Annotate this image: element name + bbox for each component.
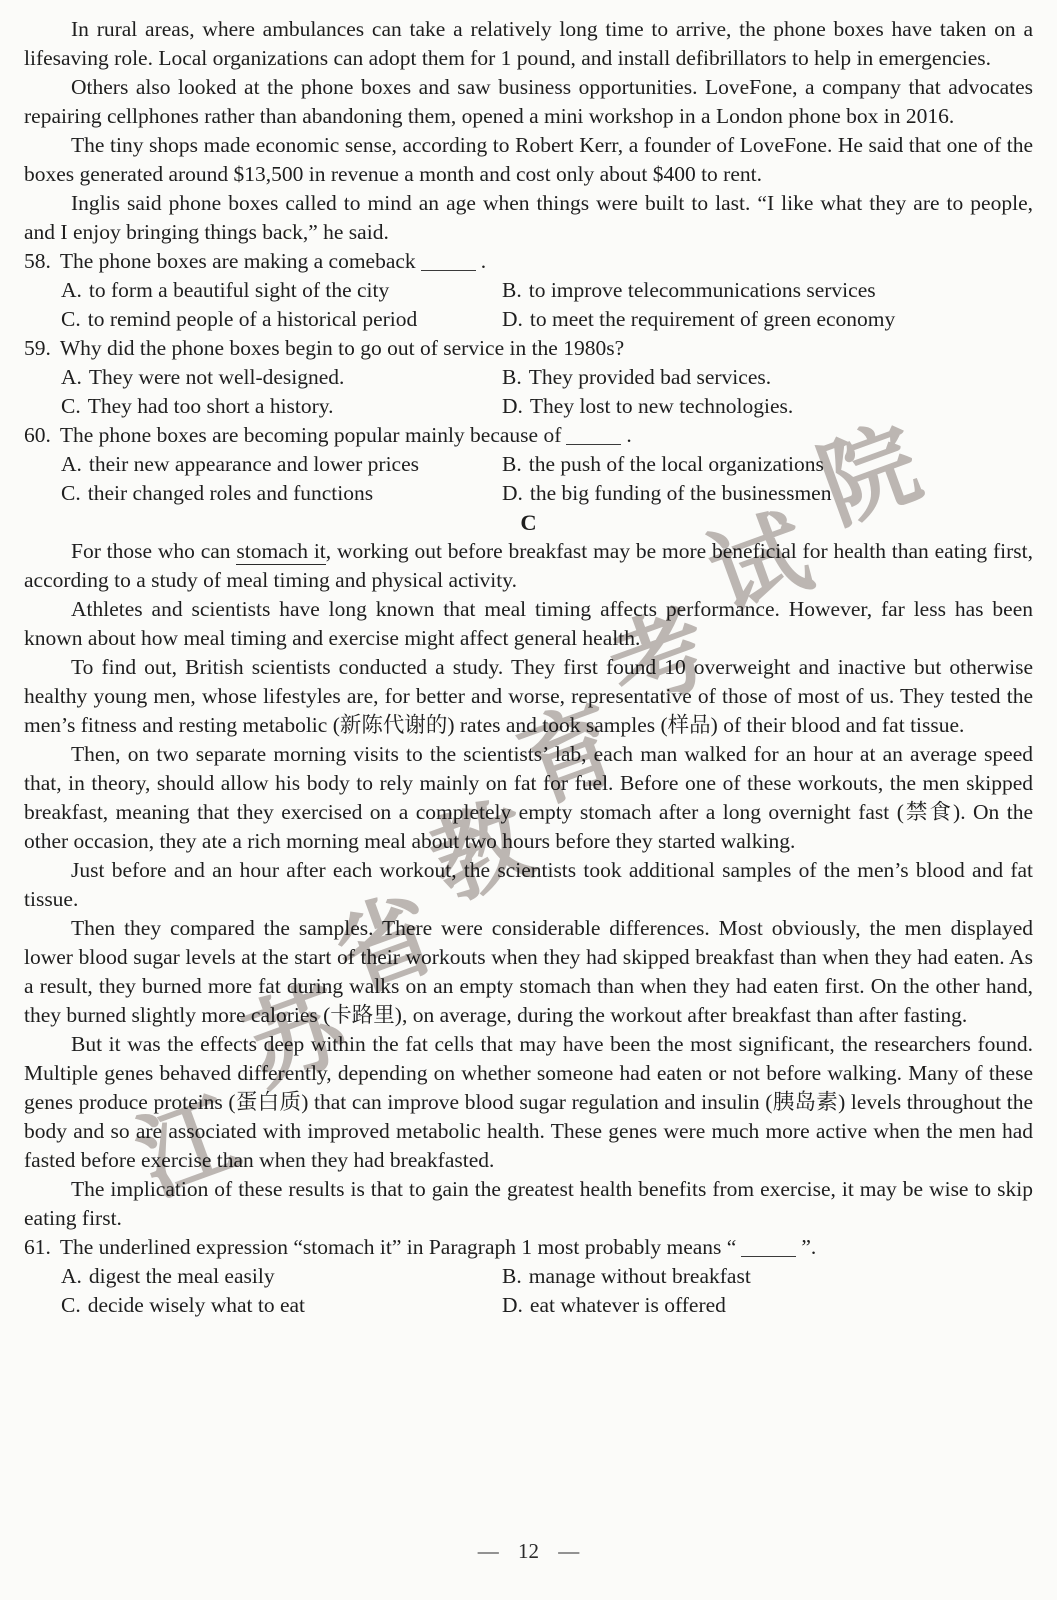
question-number: 60. xyxy=(24,423,51,447)
option-text: They were not well-designed. xyxy=(88,365,345,389)
option-text: their new appearance and lower prices xyxy=(88,452,419,476)
answer-blank xyxy=(566,426,621,445)
option-61-A xyxy=(61,1262,502,1291)
passage-c-paragraph-6: Then they compared the samples. There were considerable differences. Most obviously, the men displayed lower blood sugar levels at the start of their workouts when they had skipped breakfast than when they had eaten. As a result, they burned more fat during walks on an empty stomach than when they had eaten first. On the other hand, they burned slightly more calories (卡路里), on average, during the workout after breakfast than after fasting. xyxy=(24,916,1033,1027)
question-text: The phone boxes are making a comeback xyxy=(59,249,416,273)
question-61-stem xyxy=(24,1233,1033,1262)
option-59-B xyxy=(502,363,1033,392)
question-text-end: . xyxy=(626,423,632,447)
passage-b-paragraph-1: In rural areas, where ambulances can take a relatively long time to arrive, the phone boxes have taken on a lifesaving role. Local organizations can adopt them for 1 pound, and install defibrillators to help in emergencies. xyxy=(24,17,1033,70)
watermark-char: 育 xyxy=(506,688,634,823)
option-label: A. xyxy=(61,365,82,389)
passage-c-paragraph-8: The implication of these results is that to gain the greatest health benefits from exercise, it may be wise to skip eating first. xyxy=(24,1177,1033,1230)
option-60-D xyxy=(502,479,1033,508)
option-59-C xyxy=(61,392,502,421)
question-58-stem xyxy=(24,247,1033,276)
watermark-char: 江 xyxy=(124,1080,252,1215)
passage-b-paragraph-4: Inglis said phone boxes called to mind an age when things were built to last. “I like what they are to people, and I enjoy bringing things back,” he said. xyxy=(24,191,1033,244)
question-text-end: . xyxy=(480,249,487,273)
section-c-heading: C xyxy=(520,510,537,535)
watermark-char: 教 xyxy=(417,785,545,920)
passage-c-paragraph-3: To find out, British scientists conducted a study. They first found 10 overweight and inactive but otherwise healthy young men, whose lifestyles are, for better and worse, representative of those of most of us. They tested the men’s fitness and resting metabolic (新陈代谢的) rates and took samples (样品) of their blood and fat tissue. xyxy=(24,655,1033,737)
watermark-char: 院 xyxy=(806,408,934,543)
question-60 xyxy=(24,421,1033,508)
option-58-C xyxy=(61,305,502,334)
option-58-D xyxy=(502,305,1033,334)
paragraph-text: For those who can xyxy=(71,539,237,563)
page-number: — 12 — xyxy=(477,1539,580,1563)
page-footer xyxy=(0,1539,1057,1564)
option-text: decide wisely what to eat xyxy=(87,1293,306,1317)
passage-c-paragraph-4: Then, on two separate morning visits to the scientists’ lab, each man walked for an hour at an average speed that, in theory, should allow his body to rely mainly on fat for fuel. Before one of these workouts, the men skipped breakfast, meaning that they exercised on a completely empty stomach after a long overnight fast (禁食). On the other occasion, they ate a rich morning meal about two hours before they started walking. xyxy=(24,742,1033,853)
option-59-D xyxy=(502,392,1033,421)
passage-b-paragraph-2: Others also looked at the phone boxes and saw business opportunities. LoveFone, a company that advocates repairing cellphones rather than abandoning them, opened a mini workshop in a London phone box in 2016. xyxy=(24,75,1033,128)
passage-b-paragraph-3: The tiny shops made economic sense, according to Robert Kerr, a founder of LoveFone. He said that one of the boxes generated around $13,500 in revenue a month and cost only about $400 to rent. xyxy=(24,133,1033,186)
option-label: C. xyxy=(61,1293,81,1317)
option-text: to meet the requirement of green economy xyxy=(529,307,896,331)
option-label: B. xyxy=(502,452,522,476)
option-text: eat whatever is offered xyxy=(529,1293,726,1317)
passage-c-paragraph-2: Athletes and scientists have long known that meal timing affects performance. However, far less has been known about how meal timing and exercise might affect general health. xyxy=(24,597,1033,650)
option-61-D xyxy=(502,1291,1033,1320)
option-label: D. xyxy=(502,481,523,505)
option-60-B xyxy=(502,450,1033,479)
option-text: They had too short a history. xyxy=(87,394,334,418)
option-text: to form a beautiful sight of the city xyxy=(88,278,390,302)
option-61-B xyxy=(502,1262,1033,1291)
question-60-options xyxy=(24,450,1033,508)
option-label: C. xyxy=(61,307,81,331)
option-text: manage without breakfast xyxy=(528,1264,751,1288)
option-text: to improve telecommunications services xyxy=(528,278,876,302)
question-text: The phone boxes are becoming popular mainly because of xyxy=(59,423,562,447)
option-text: the big funding of the businessmen xyxy=(529,481,832,505)
option-label: D. xyxy=(502,1293,523,1317)
answer-blank xyxy=(741,1238,796,1257)
watermark-char: 考 xyxy=(596,592,724,727)
option-label: C. xyxy=(61,394,81,418)
question-60-stem xyxy=(24,421,1033,450)
option-label: A. xyxy=(61,452,82,476)
passage-c-paragraph-5: Just before and an hour after each workout, the scientists took additional samples of the men’s blood and fat tissue. xyxy=(24,858,1033,911)
passage-c-paragraph-7: But it was the effects deep within the fat cells that may have been the most significant, the researchers found. Multiple genes behaved differently, depending on whether someone had eaten or not before walking. Many of these genes produce proteins (蛋白质) that can improve blood sugar regulation and insulin (胰岛素) levels throughout the body and so are associated with improved metabolic health. These genes were much more active when the men had fasted before exercise than when they had breakfasted. xyxy=(24,1032,1033,1172)
option-text: the push of the local organizations xyxy=(528,452,824,476)
option-text: their changed roles and functions xyxy=(87,481,374,505)
option-label: D. xyxy=(502,394,523,418)
answer-blank xyxy=(421,252,476,271)
question-59-stem xyxy=(24,334,1033,363)
option-label: A. xyxy=(61,1264,82,1288)
option-text: to remind people of a historical period xyxy=(87,307,418,331)
question-59-options xyxy=(24,363,1033,421)
watermark-char: 苏 xyxy=(232,970,360,1105)
question-58 xyxy=(24,247,1033,334)
watermark-char: 省 xyxy=(322,878,450,1013)
passage-c-paragraph-1 xyxy=(24,537,1033,595)
option-label: B. xyxy=(502,365,522,389)
option-label: B. xyxy=(502,1264,522,1288)
question-number: 59. xyxy=(24,336,51,360)
option-label: C. xyxy=(61,481,81,505)
question-61-options xyxy=(24,1262,1033,1320)
watermark-char: 试 xyxy=(696,497,824,632)
option-text: digest the meal easily xyxy=(88,1264,275,1288)
question-59 xyxy=(24,334,1033,421)
option-61-C xyxy=(61,1291,502,1320)
question-58-options xyxy=(24,276,1033,334)
question-61 xyxy=(24,1233,1033,1320)
option-text: They lost to new technologies. xyxy=(529,394,794,418)
question-number: 61. xyxy=(24,1235,51,1259)
paragraph-text: , working out before breakfast may be more beneficial for health than eating first, according to a study of meal timing and physical activity. xyxy=(24,539,1033,592)
question-number: 58. xyxy=(24,249,51,273)
option-label: A. xyxy=(61,278,82,302)
option-58-B xyxy=(502,276,1033,305)
question-text: Why did the phone boxes begin to go out of service in the 1980s? xyxy=(59,336,625,360)
option-label: B. xyxy=(502,278,522,302)
option-59-A xyxy=(61,363,502,392)
question-text-end: ”. xyxy=(801,1235,817,1259)
option-60-A xyxy=(61,450,502,479)
option-label: D. xyxy=(502,307,523,331)
underlined-expression: stomach it xyxy=(236,539,326,563)
option-58-A xyxy=(61,276,502,305)
option-text: They provided bad services. xyxy=(528,365,772,389)
option-60-C xyxy=(61,479,502,508)
question-text: The underlined expression “stomach it” in Paragraph 1 most probably means “ xyxy=(59,1235,737,1259)
